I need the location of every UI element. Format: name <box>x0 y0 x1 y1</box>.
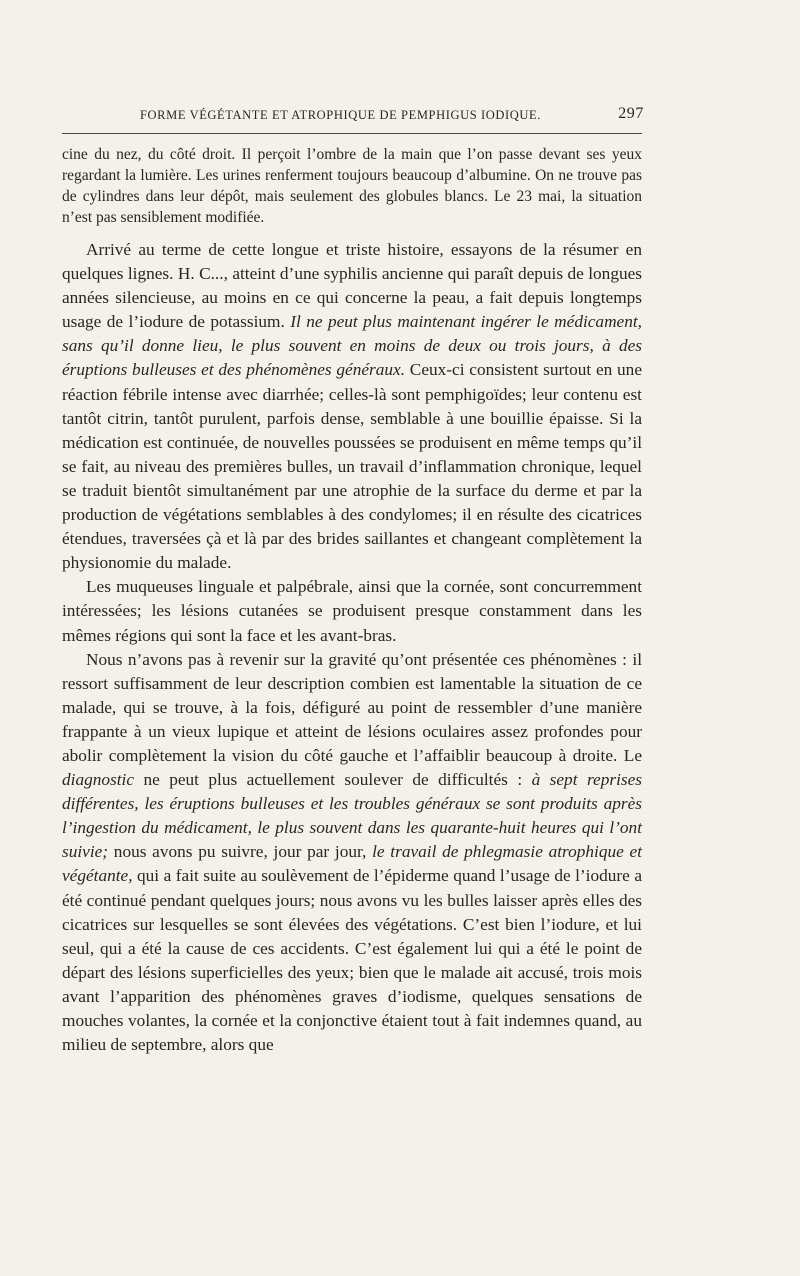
paragraph-diagnosis <box>62 648 642 1058</box>
text-run: ne peut plus actuellement soulever de difficultés : <box>134 770 532 790</box>
text-run: nous avons pu suivre, jour par jour, <box>108 842 373 862</box>
body-text <box>62 238 642 1057</box>
running-title: FORME VÉGÉTANTE ET ATROPHIQUE DE PEMPHIGUS IODIQUE. <box>140 108 542 122</box>
paragraph-observation-end: cine du nez, du côté droit. Il perçoit l’ombre de la main que l’on passe devant ses yeux regardant la lumière. Les urines renferment toujours beaucoup d’albumine. On ne trouve pas de cylindres dans leur dépôt, mais seulement des globules blancs. Le 23 mai, la situation n’est pas sensiblement modifiée. <box>62 146 642 226</box>
italic-run: diagnostic <box>62 770 135 790</box>
paragraph-mucous: Les muqueuses linguale et palpébrale, ainsi que la cornée, sont concurremment intéressées; les lésions cutanées se produisent presque constamment dans les mêmes régions qui sont la face et les avant-bras. <box>62 577 642 645</box>
text-run: Ceux-ci consistent surtout en une réaction fébrile intense avec diarrhée; celles-là sont pemphigoïdes; leur contenu est tantôt citrin, tantôt purulent, parfois dense, semblable à une bouillie épaisse. Si la médication est continuée, de nouvelles poussées se produisent en même temps qu’il se fait, au niveau des premières bulles, un travail d’inflammation chronique, lequel se traduit bientôt simultanément par une atrophie de la surface du derme et par la production de végétations semblables à des condylomes; il en résulte des cicatrices étendues, traversées çà et là par des brides saillantes et changeant complètement la physionomie du malade. <box>62 360 642 573</box>
running-head <box>62 105 642 127</box>
italic-run: à sept reprises différentes, les éruptions bulleuses et les troubles généraux se sont produits après l’ingestion du médicament, le plus souvent dans les quarante-huit heures qui l’ont suivie; <box>62 770 642 862</box>
text-run: qui a fait suite au soulèvement de l’épiderme quand l’usage de l’iodure a été continué pendant quelques jours; nous avons vu les bulles laisser après elles des cicatrices sur lesquelles se sont élevées des végétations. C’est bien l’iodure, et lui seul, qui a été la cause de ces accidents. C’est également lui qui a été le point de départ des lésions superficielles des yeux; bien que le malade ait accusé, trois mois avant l’apparition des phénomènes graves d’iodisme, quelques sensations de mouches volantes, la cornée et la conjonctive étaient tout à fait indemnes quand, au milieu de septembre, alors que <box>62 866 642 1055</box>
italic-run: le travail de phlegmasie atrophique et végétante, <box>62 842 642 886</box>
text-run: Nous n’avons pas à revenir sur la gravité qu’ont présentée ces phénomènes : il ressort suffisamment de leur description combien est lamentable la situation de ce malade, qui se trouve, à la fois, défiguré au point de ressembler d’une manière frappante à un vieux lupique et atteint de lésions oculaires assez profondes pour abolir complètement la vision du côté gauche et l’affaiblir beaucoup à droite. Le <box>62 649 642 765</box>
header-rule <box>62 133 642 134</box>
page-number: 297 <box>618 105 644 122</box>
italic-run: Il ne peut plus maintenant ingérer le médicament, sans qu’il donne lieu, le plus souvent en moins de deux ou trois jours, à des éruptions bulleuses et des phénomènes généraux. <box>62 312 642 380</box>
paragraph-summary <box>62 238 642 575</box>
text-run: Arrivé au terme de cette longue et triste histoire, essayons de la résumer en quelques lignes. H. C..., atteint d’une syphilis ancienne qui paraît depuis de longues années silencieuse, au moins en ce qui concerne la peau, a fait depuis longtemps usage de l’iodure de potassium. <box>62 240 642 332</box>
small-print-paragraph <box>62 144 642 228</box>
